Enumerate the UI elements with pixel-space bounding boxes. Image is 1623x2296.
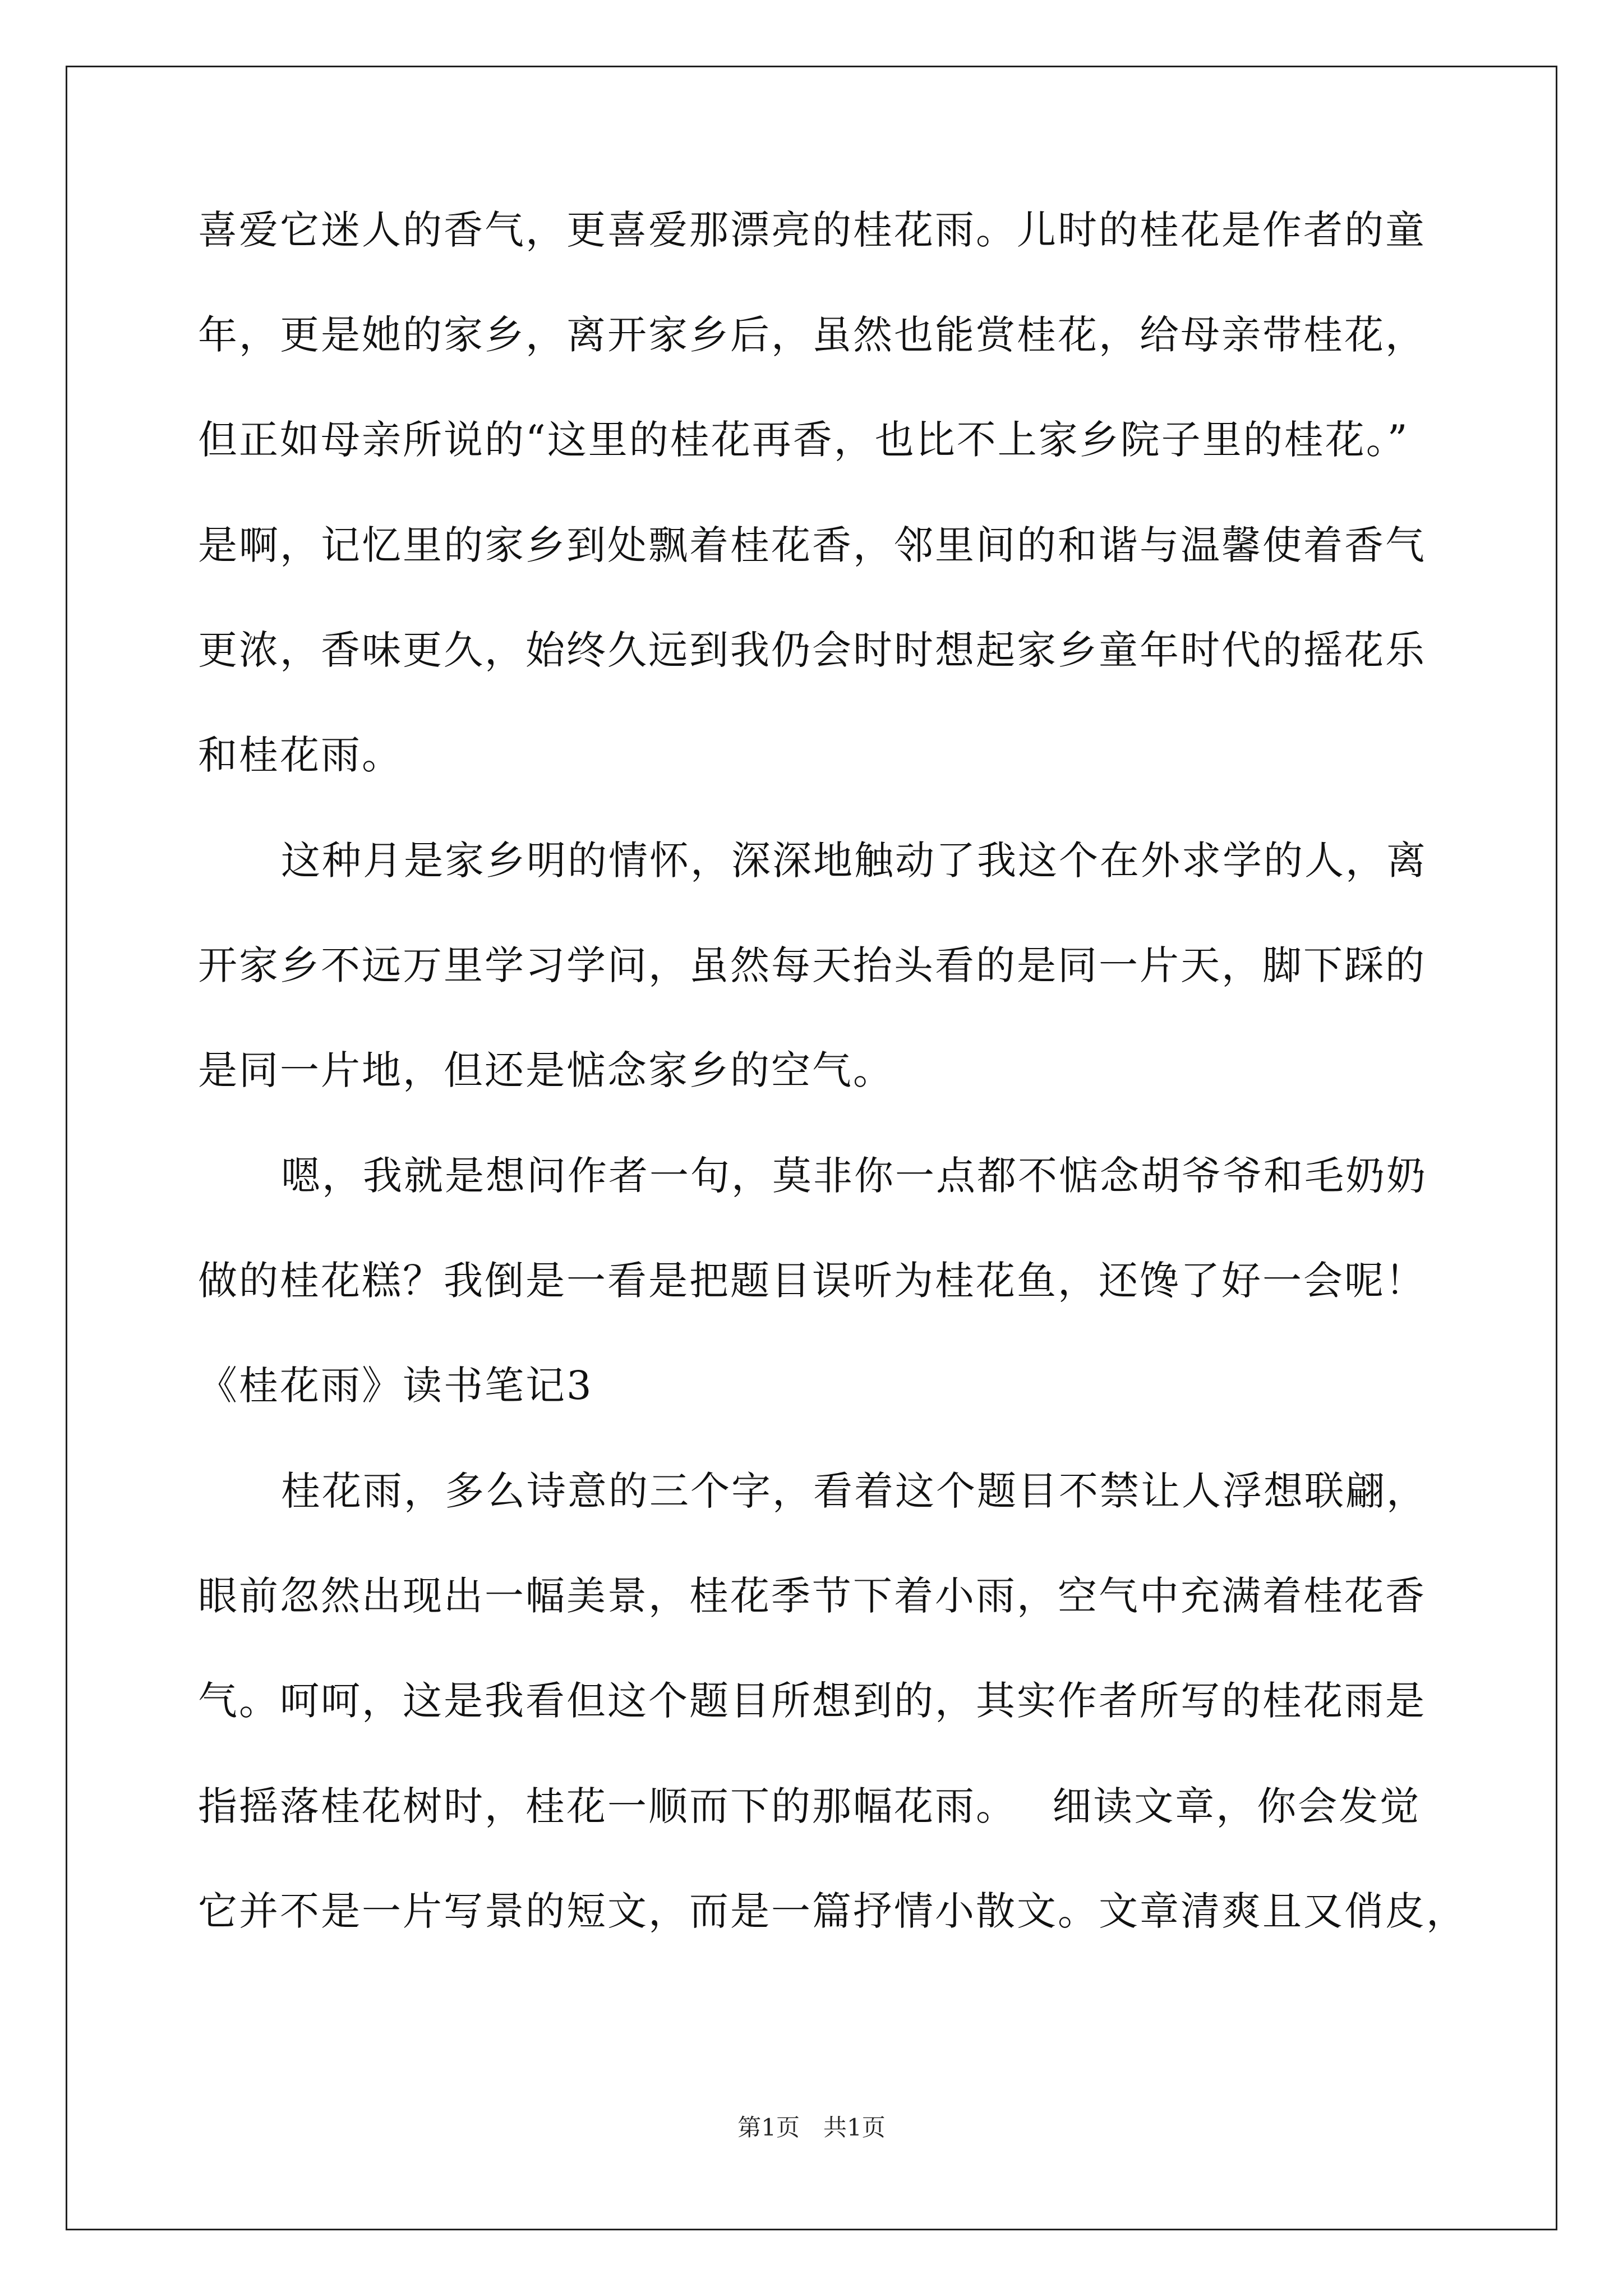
text-line: 是同一片地，但还是惦念家乡的空气。 [198, 1047, 894, 1093]
text-line: 年，更是她的家乡，离开家乡后，虽然也能赏桂花，给母亲带桂花， [198, 312, 1426, 358]
text-line: 但正如母亲所说的“这里的桂花再香，也比不上家乡院子里的桂花。” [198, 417, 1409, 463]
page-number-footer: 第1页 共1页 [737, 2114, 886, 2141]
text-line: 气。呵呵，这是我看但这个题目所想到的，其实作者所写的桂花雨是 [198, 1678, 1426, 1724]
paragraph-first-line: 嗯，我就是想问作者一句，莫非你一点都不惦念胡爷爷和毛奶奶 [281, 1153, 1427, 1199]
text-line: 喜爱它迷人的香气，更喜爱那漂亮的桂花雨。儿时的桂花是作者的童 [198, 207, 1426, 253]
text-line: 它并不是一片写景的短文，而是一篇抒情小散文。文章清爽且又俏皮， [198, 1888, 1467, 1934]
text-line: 开家乡不远万里学习学问，虽然每天抬头看的是同一片天，脚下踩的 [198, 942, 1426, 988]
text-line: 做的桂花糕？我倒是一看是把题目误听为桂花鱼，还馋了好一会呢！ [198, 1258, 1426, 1304]
paragraph-first-line: 这种月是家乡明的情怀，深深地触动了我这个在外求学的人，离 [281, 838, 1427, 884]
text-line: 眼前忽然出现出一幅美景，桂花季节下着小雨，空气中充满着桂花香 [198, 1573, 1426, 1619]
text-line: 更浓，香味更久，始终久远到我仍会时时想起家乡童年时代的摇花乐 [198, 627, 1426, 673]
text-line: 和桂花雨。 [198, 732, 403, 778]
paragraph-first-line: 桂花雨，多么诗意的三个字，看着这个题目不禁让人浮想联翩， [281, 1468, 1427, 1514]
section-heading: 《桂花雨》读书笔记3 [198, 1363, 593, 1409]
text-line: 指摇落桂花树时，桂花一顺而下的那幅花雨。 细读文章，你会发觉 [198, 1783, 1421, 1829]
text-line: 是啊，记忆里的家乡到处飘着桂花香，邻里间的和谐与温馨使着香气 [198, 522, 1426, 568]
